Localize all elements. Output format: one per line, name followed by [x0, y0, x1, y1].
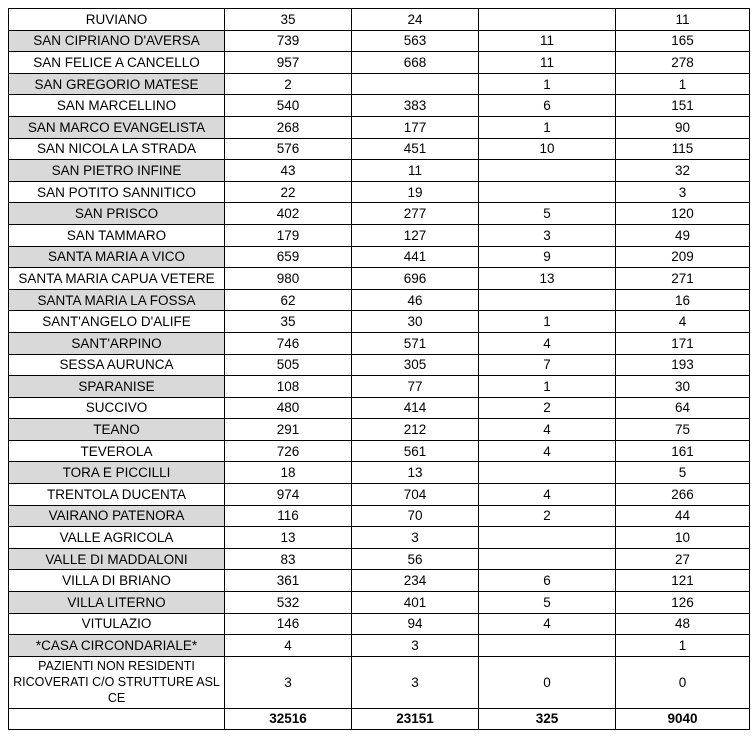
- value-cell-3: 0: [479, 656, 616, 708]
- value-cell-3: [479, 527, 616, 549]
- municipality-cell: SAN CIPRIANO D'AVERSA: [9, 30, 225, 52]
- value-cell-1: 116: [225, 505, 352, 527]
- municipality-cell: SAN MARCO EVANGELISTA: [9, 116, 225, 138]
- municipality-cell: SESSA AURUNCA: [9, 354, 225, 376]
- value-cell-2: 3: [352, 656, 479, 708]
- value-cell-1: 980: [225, 268, 352, 290]
- value-cell-1: 4: [225, 635, 352, 657]
- value-cell-4: 75: [616, 419, 750, 441]
- total-value-cell-4: 9040: [616, 708, 750, 729]
- table-row: [9, 268, 750, 290]
- value-cell-1: 746: [225, 332, 352, 354]
- value-cell-2: 234: [352, 570, 479, 592]
- value-cell-1: 505: [225, 354, 352, 376]
- value-cell-3: 5: [479, 203, 616, 225]
- value-cell-2: 451: [352, 138, 479, 160]
- totals-label-cell: [9, 708, 225, 729]
- value-cell-1: 268: [225, 116, 352, 138]
- data-table: [8, 8, 750, 730]
- value-cell-2: 11: [352, 160, 479, 182]
- value-cell-2: 305: [352, 354, 479, 376]
- value-cell-2: 441: [352, 246, 479, 268]
- value-cell-3: 1: [479, 311, 616, 333]
- table-row: [9, 656, 750, 708]
- table-row: [9, 613, 750, 635]
- value-cell-2: 704: [352, 484, 479, 506]
- value-cell-2: 94: [352, 613, 479, 635]
- value-cell-2: 401: [352, 592, 479, 614]
- value-cell-3: [479, 548, 616, 570]
- table-body: [9, 9, 750, 730]
- value-cell-4: 115: [616, 138, 750, 160]
- table-row: [9, 181, 750, 203]
- value-cell-3: 6: [479, 570, 616, 592]
- municipality-cell: SAN FELICE A CANCELLO: [9, 52, 225, 74]
- value-cell-4: 126: [616, 592, 750, 614]
- municipality-cell: VILLA LITERNO: [9, 592, 225, 614]
- value-cell-4: 32: [616, 160, 750, 182]
- value-cell-3: 1: [479, 376, 616, 398]
- totals-row: [9, 708, 750, 729]
- table-row: [9, 397, 750, 419]
- value-cell-2: 70: [352, 505, 479, 527]
- municipality-cell: SANT'ARPINO: [9, 332, 225, 354]
- value-cell-2: 414: [352, 397, 479, 419]
- municipality-cell: SUCCIVO: [9, 397, 225, 419]
- value-cell-2: 30: [352, 311, 479, 333]
- value-cell-4: 16: [616, 289, 750, 311]
- value-cell-4: 165: [616, 30, 750, 52]
- table-row: [9, 224, 750, 246]
- value-cell-1: 291: [225, 419, 352, 441]
- value-cell-4: 271: [616, 268, 750, 290]
- value-cell-3: [479, 181, 616, 203]
- value-cell-1: 576: [225, 138, 352, 160]
- value-cell-3: 2: [479, 397, 616, 419]
- value-cell-3: 1: [479, 73, 616, 95]
- value-cell-3: 3: [479, 224, 616, 246]
- value-cell-3: [479, 289, 616, 311]
- value-cell-2: 19: [352, 181, 479, 203]
- table-row: [9, 95, 750, 117]
- value-cell-1: 83: [225, 548, 352, 570]
- value-cell-3: 4: [479, 419, 616, 441]
- value-cell-3: 11: [479, 52, 616, 74]
- value-cell-1: 35: [225, 9, 352, 31]
- municipality-cell: SAN NICOLA LA STRADA: [9, 138, 225, 160]
- value-cell-4: 120: [616, 203, 750, 225]
- table-row: [9, 570, 750, 592]
- municipality-cell: TEVEROLA: [9, 440, 225, 462]
- municipality-cell: SAN PRISCO: [9, 203, 225, 225]
- value-cell-2: 13: [352, 462, 479, 484]
- municipality-cell: TEANO: [9, 419, 225, 441]
- value-cell-4: 1: [616, 635, 750, 657]
- value-cell-3: [479, 9, 616, 31]
- table-row: [9, 419, 750, 441]
- municipality-cell: SAN GREGORIO MATESE: [9, 73, 225, 95]
- value-cell-3: [479, 462, 616, 484]
- total-value-cell-3: 325: [479, 708, 616, 729]
- value-cell-2: 561: [352, 440, 479, 462]
- value-cell-4: 90: [616, 116, 750, 138]
- table-row: [9, 548, 750, 570]
- value-cell-3: 13: [479, 268, 616, 290]
- value-cell-1: 13: [225, 527, 352, 549]
- value-cell-2: 3: [352, 527, 479, 549]
- value-cell-4: 4: [616, 311, 750, 333]
- value-cell-3: 9: [479, 246, 616, 268]
- value-cell-3: 1: [479, 116, 616, 138]
- table-row: [9, 52, 750, 74]
- value-cell-4: 266: [616, 484, 750, 506]
- municipality-cell: PAZIENTI NON RESIDENTI RICOVERATI C/O STRUTTURE ASL CE: [9, 656, 225, 708]
- value-cell-1: 22: [225, 181, 352, 203]
- value-cell-4: 209: [616, 246, 750, 268]
- value-cell-3: [479, 160, 616, 182]
- municipality-cell: VAIRANO PATENORA: [9, 505, 225, 527]
- value-cell-4: 3: [616, 181, 750, 203]
- table-row: [9, 635, 750, 657]
- municipality-cell: TORA E PICCILLI: [9, 462, 225, 484]
- table-row: [9, 116, 750, 138]
- value-cell-1: 2: [225, 73, 352, 95]
- value-cell-3: 4: [479, 440, 616, 462]
- value-cell-3: 2: [479, 505, 616, 527]
- value-cell-2: [352, 73, 479, 95]
- value-cell-4: 11: [616, 9, 750, 31]
- total-value-cell-2: 23151: [352, 708, 479, 729]
- table-row: [9, 9, 750, 31]
- value-cell-3: 4: [479, 613, 616, 635]
- value-cell-1: 179: [225, 224, 352, 246]
- value-cell-4: 121: [616, 570, 750, 592]
- table-row: [9, 73, 750, 95]
- value-cell-2: 177: [352, 116, 479, 138]
- municipality-cell: SPARANISE: [9, 376, 225, 398]
- value-cell-4: 48: [616, 613, 750, 635]
- value-cell-3: 4: [479, 332, 616, 354]
- value-cell-4: 161: [616, 440, 750, 462]
- municipality-cell: SAN MARCELLINO: [9, 95, 225, 117]
- table-row: [9, 440, 750, 462]
- value-cell-3: 10: [479, 138, 616, 160]
- value-cell-1: 957: [225, 52, 352, 74]
- municipality-cell: TRENTOLA DUCENTA: [9, 484, 225, 506]
- value-cell-2: 46: [352, 289, 479, 311]
- table-row: [9, 462, 750, 484]
- value-cell-3: 5: [479, 592, 616, 614]
- value-cell-1: 3: [225, 656, 352, 708]
- total-value-cell-1: 32516: [225, 708, 352, 729]
- value-cell-1: 480: [225, 397, 352, 419]
- table-row: [9, 311, 750, 333]
- value-cell-1: 532: [225, 592, 352, 614]
- value-cell-4: 5: [616, 462, 750, 484]
- municipality-cell: SANTA MARIA CAPUA VETERE: [9, 268, 225, 290]
- value-cell-1: 659: [225, 246, 352, 268]
- value-cell-4: 27: [616, 548, 750, 570]
- value-cell-2: 383: [352, 95, 479, 117]
- value-cell-1: 726: [225, 440, 352, 462]
- value-cell-1: 108: [225, 376, 352, 398]
- municipality-cell: VALLE DI MADDALONI: [9, 548, 225, 570]
- value-cell-1: 974: [225, 484, 352, 506]
- table-row: [9, 354, 750, 376]
- value-cell-4: 278: [616, 52, 750, 74]
- value-cell-1: 43: [225, 160, 352, 182]
- table-row: [9, 592, 750, 614]
- table-row: [9, 30, 750, 52]
- value-cell-1: 361: [225, 570, 352, 592]
- value-cell-1: 540: [225, 95, 352, 117]
- value-cell-1: 402: [225, 203, 352, 225]
- municipality-cell: SANTA MARIA A VICO: [9, 246, 225, 268]
- value-cell-1: 739: [225, 30, 352, 52]
- value-cell-1: 35: [225, 311, 352, 333]
- value-cell-4: 49: [616, 224, 750, 246]
- value-cell-2: 571: [352, 332, 479, 354]
- table-row: [9, 203, 750, 225]
- value-cell-4: 64: [616, 397, 750, 419]
- value-cell-2: 277: [352, 203, 479, 225]
- value-cell-3: 7: [479, 354, 616, 376]
- value-cell-3: 6: [479, 95, 616, 117]
- value-cell-2: 212: [352, 419, 479, 441]
- value-cell-1: 146: [225, 613, 352, 635]
- table-row: [9, 289, 750, 311]
- value-cell-3: 4: [479, 484, 616, 506]
- value-cell-2: 563: [352, 30, 479, 52]
- table-row: [9, 505, 750, 527]
- municipality-cell: VILLA DI BRIANO: [9, 570, 225, 592]
- value-cell-4: 10: [616, 527, 750, 549]
- value-cell-2: 77: [352, 376, 479, 398]
- municipality-cell: SAN POTITO SANNITICO: [9, 181, 225, 203]
- municipality-cell: SANTA MARIA LA FOSSA: [9, 289, 225, 311]
- value-cell-4: 193: [616, 354, 750, 376]
- value-cell-2: 3: [352, 635, 479, 657]
- municipality-cell: SAN TAMMARO: [9, 224, 225, 246]
- municipality-cell: SAN PIETRO INFINE: [9, 160, 225, 182]
- table-row: [9, 332, 750, 354]
- value-cell-3: 11: [479, 30, 616, 52]
- table-row: [9, 527, 750, 549]
- value-cell-2: 24: [352, 9, 479, 31]
- table-row: [9, 484, 750, 506]
- table-row: [9, 376, 750, 398]
- table-row: [9, 246, 750, 268]
- value-cell-2: 127: [352, 224, 479, 246]
- value-cell-4: 0: [616, 656, 750, 708]
- municipality-cell: SANT'ANGELO D'ALIFE: [9, 311, 225, 333]
- value-cell-1: 18: [225, 462, 352, 484]
- value-cell-2: 56: [352, 548, 479, 570]
- value-cell-2: 696: [352, 268, 479, 290]
- value-cell-4: 151: [616, 95, 750, 117]
- municipality-cell: *CASA CIRCONDARIALE*: [9, 635, 225, 657]
- municipality-cell: VALLE AGRICOLA: [9, 527, 225, 549]
- value-cell-4: 1: [616, 73, 750, 95]
- value-cell-2: 668: [352, 52, 479, 74]
- municipality-cell: VITULAZIO: [9, 613, 225, 635]
- value-cell-3: [479, 635, 616, 657]
- value-cell-4: 171: [616, 332, 750, 354]
- value-cell-4: 44: [616, 505, 750, 527]
- table-row: [9, 160, 750, 182]
- value-cell-1: 62: [225, 289, 352, 311]
- table-row: [9, 138, 750, 160]
- value-cell-4: 30: [616, 376, 750, 398]
- municipality-cell: RUVIANO: [9, 9, 225, 31]
